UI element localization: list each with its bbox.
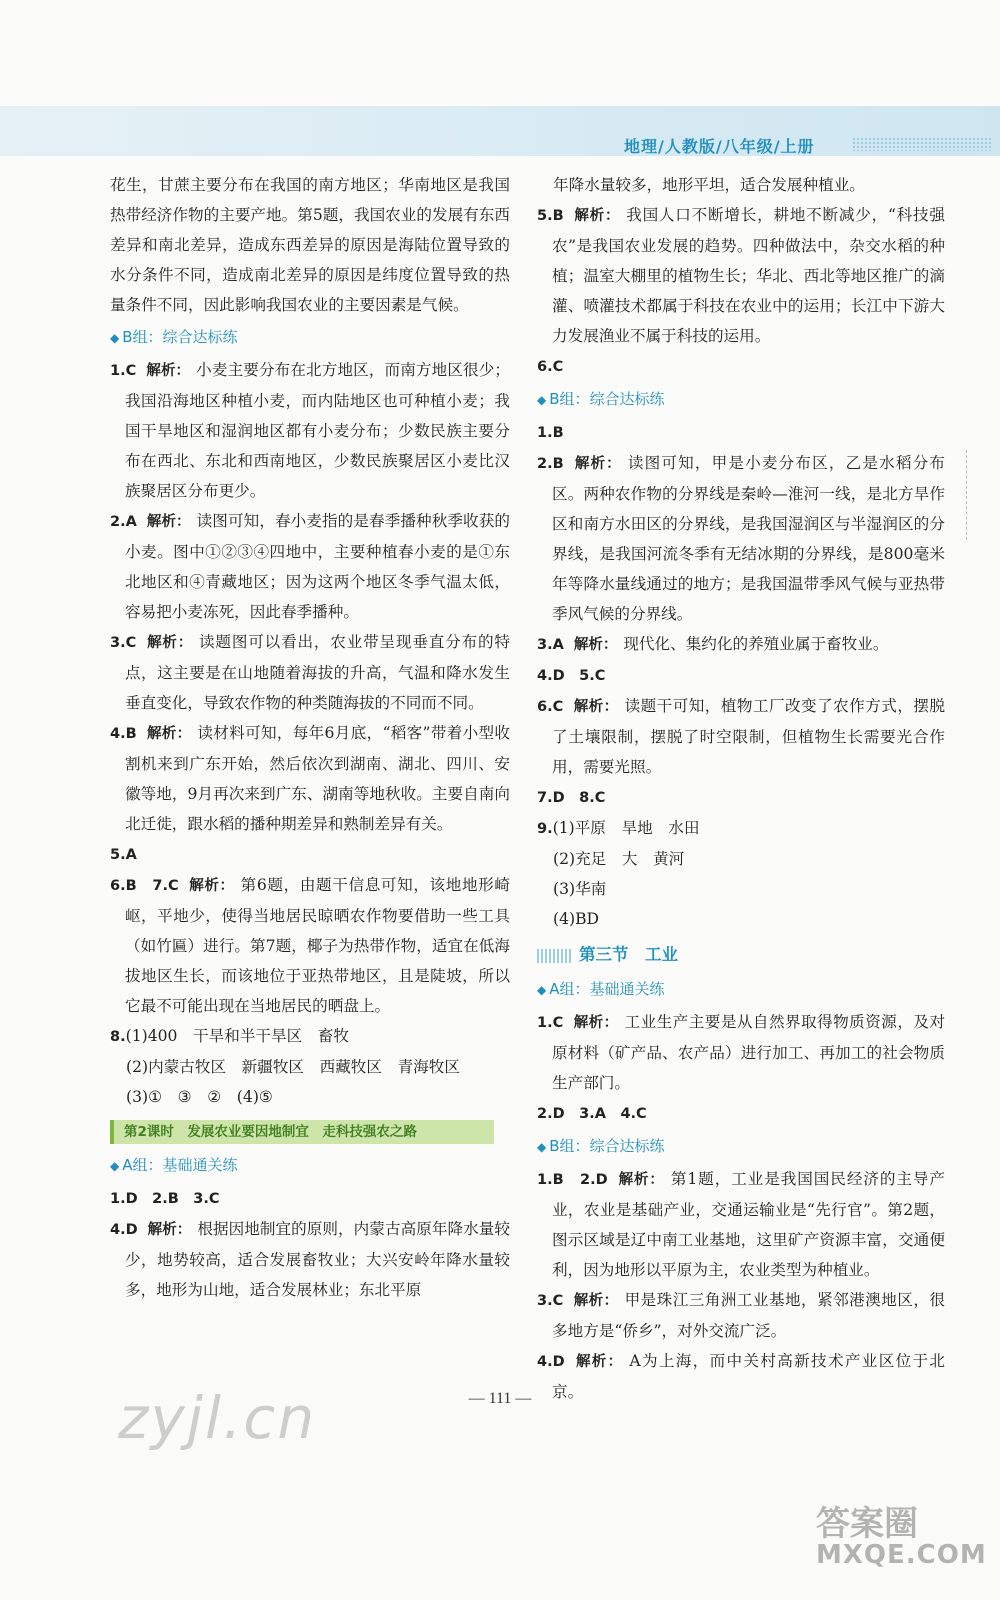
answer-item: 9.(1)平原 旱地 水田 xyxy=(537,819,700,837)
answer-item: 5.A xyxy=(110,847,137,863)
right-column xyxy=(537,170,945,1407)
diamond-icon: ◆ xyxy=(537,983,547,997)
diamond-icon: ◆ xyxy=(110,1159,120,1173)
group-heading: ◆ A组：基础通关练 xyxy=(110,1156,238,1174)
answer-item: 2.A 解析： 读图可知，春小麦指的是春季播种秋季收获的小麦。图中①②③④四地中，主要种植春小麦的是①东北地区和④青藏地区；因为这两个地区冬季气温太低，容易把小麦冻死，因此春季播种。 xyxy=(110,512,510,621)
answer-subline: (3)华南 xyxy=(553,880,607,898)
answer-subline: (3)① ③ ② (4)⑤ xyxy=(126,1088,273,1106)
answer-item: 5.B 解析： 我国人口不断增长，耕地不断减少，“科技强农”是我国农业发展的趋势。四种做法中，杂交水稻的种植；温室大棚里的植物生长；华北、西北等地区推广的滴灌、喷灌技术都属于科技在农业中的运用；长江中下游大力发展渔业不属于科技的运用。 xyxy=(537,206,945,345)
page-number: — 111 — xyxy=(468,1390,532,1407)
answer-item: 1.B xyxy=(537,425,564,441)
logo-watermark: 答案圈 xyxy=(816,1504,918,1544)
answer-item: 1.C 解析： 小麦主要分布在北方地区，而南方地区很少；我国沿海地区种植小麦，而内陆地区也可种植小麦；我国干旱地区和湿润地区都有小麦分布；少数民族主要分布在西北、东北和西南地区，少数民族聚居区小麦比汉族聚居区分布更少。 xyxy=(110,361,510,500)
answer-subline: (2)充足 大 黄河 xyxy=(553,850,685,868)
answer-item: 4.D 解析： 根据因地制宜的原则，内蒙古高原年降水量较少，地势较高，适合发展畜牧业；大兴安岭年降水量较多，地形为山地，适合发展林业；东北平原 xyxy=(110,1220,510,1299)
answer-item: 6.C xyxy=(537,359,564,375)
answer-item: 1.C 解析： 工业生产主要是从自然界取得物质资源，及对原材料（矿产品、农产品）进行加工、再加工的社会物质生产部门。 xyxy=(537,1013,945,1092)
left-column xyxy=(110,170,510,1305)
answer-item: 3.C 解析： 读题图可以看出，农业带呈现垂直分布的特点，这主要是在山地随着海拔的升高，气温和降水发生垂直变化，导致农作物的种类随海拔的不同而不同。 xyxy=(110,633,510,712)
bars-icon xyxy=(537,949,571,963)
answer-item: 3.A 解析： 现代化、集约化的养殖业属于畜牧业。 xyxy=(537,635,889,653)
answer-item: 6.C 解析： 读题干可知，植物工厂改变了农作方式，摆脱了土壤限制，摆脱了时空限制，但植物生长需要光合作用，需要光照。 xyxy=(537,697,945,776)
answer-item: 4.D 解析： A为上海，而中关村高新技术产业区位于北京。 xyxy=(537,1352,946,1401)
answer-item: 8.(1)400 干旱和半干旱区 畜牧 xyxy=(110,1027,349,1045)
section-heading: 第三节 工业 xyxy=(537,940,945,970)
edge-marks xyxy=(966,450,975,540)
group-heading: ◆ B组：综合达标练 xyxy=(537,390,665,408)
lesson-banner: 第2课时 发展农业要因地制宜 走科技强农之路 xyxy=(110,1120,494,1144)
book-title: 地理/人教版/八年级/上册 xyxy=(624,137,815,156)
answer-item: 1.D 2.B 3.C xyxy=(110,1191,220,1207)
diamond-icon: ◆ xyxy=(537,1140,547,1154)
answer-item: 2.B 解析： 读图可知，甲是小麦分布区，乙是水稻分布区。两种农作物的分界线是秦岭—淮河一线，是北方旱作区和南方水田区的分界线，是我国湿润区与半湿润区的分界线，是我国河流冬季有无结冰期的分界线，是800毫米年等降水量线通过的地方；是我国温带季风气候与亚热带季风气候的分界线。 xyxy=(537,454,945,623)
diamond-icon: ◆ xyxy=(537,393,547,407)
url-watermark: MXQE.COM xyxy=(816,1540,987,1570)
group-heading: ◆ A组：基础通关练 xyxy=(537,980,665,998)
answer-subline: (4)BD xyxy=(553,910,600,928)
answer-item: 4.D 5.C xyxy=(537,668,606,684)
answer-item: 3.C 解析： 甲是珠江三角洲工业基地，紧邻港澳地区，很多地方是“侨乡”，对外交流广泛。 xyxy=(537,1291,945,1340)
answer-item: 7.D 8.C xyxy=(537,790,606,806)
site-watermark: zyjl.cn xyxy=(118,1384,317,1452)
header-band xyxy=(0,106,1000,156)
answer-subline: (2)内蒙古牧区 新疆牧区 西藏牧区 青海牧区 xyxy=(126,1058,460,1076)
header-dot-pattern xyxy=(852,137,992,151)
group-heading: ◆ B组：综合达标练 xyxy=(110,328,238,346)
diamond-icon: ◆ xyxy=(110,331,120,345)
continued-text: 年降水量较多，地形平坦，适合发展种植业。 xyxy=(553,176,865,194)
group-heading: ◆ B组：综合达标练 xyxy=(537,1137,665,1155)
answer-item: 6.B 7.C 解析： 第6题，由题干信息可知，该地地形崎岖，平地少，使得当地居民晾晒农作物要借助一些工具（如竹匾）进行。第7题，椰子为热带作物，适宜在低海拔地区生长，而该地位于亚热带地区，且是陡坡，所以它最不可能出现在当地居民的晒盘上。 xyxy=(110,876,511,1015)
answer-item: 4.B 解析： 读材料可知，每年6月底，“稻客”带着小型收割机来到广东开始，然后依次到湖南、湖北、四川、安徽等地，9月再次来到广东、湖南等地秋收。主要自南向北迁徙，跟水稻的播种期差异和熟制差异有关。 xyxy=(110,724,510,833)
continued-text: 花生，甘蔗主要分布在我国的南方地区；华南地区是我国热带经济作物的主要产地。第5题，我国农业的发展有东西差异和南北差异，造成东西差异的原因是海陆位置导致的水分条件不同，造成南北差异的原因是纬度位置导致的热量条件不同，因此影响我国农业的主要因素是气候。 xyxy=(110,176,510,314)
answer-item: 2.D 3.A 4.C xyxy=(537,1106,647,1122)
answer-item: 1.B 2.D 解析： 第1题，工业是我国国民经济的主导产业，农业是基础产业，交通运输业是“先行官”。第2题，图示区域是辽中南工业基地，这里矿产资源丰富，交通便利，因为地形以平原为主，农业类型为种植业。 xyxy=(537,1170,945,1279)
